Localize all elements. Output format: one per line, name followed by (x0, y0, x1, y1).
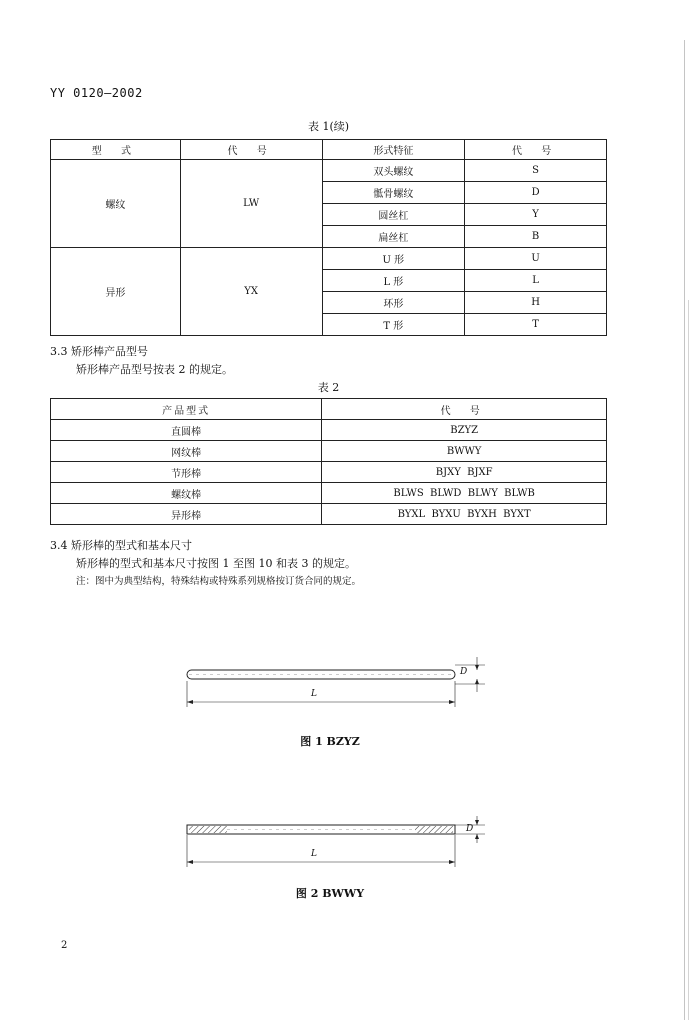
table1-feature-cell: 圆丝杠 (322, 204, 465, 226)
table-row (51, 420, 607, 441)
page-number: 2 (61, 940, 68, 951)
table1-feature-code-cell: S (465, 160, 607, 182)
table2-header-code: 代 号 (322, 399, 607, 420)
figure1-length-label: L (311, 689, 317, 699)
table2-code-cell: BWWY (322, 441, 607, 462)
table-row (51, 248, 607, 270)
table1-type-cell: 异形 (51, 248, 181, 336)
table1-code-cell: LW (180, 160, 322, 248)
section-3-4-heading: 3.4 矫形棒的型式和基本尺寸 (50, 539, 192, 552)
scan-edge-line (688, 300, 689, 1020)
table2-caption: 表 2 (317, 381, 340, 394)
table2-form-cell: 直圆棒 (51, 420, 322, 441)
table1-feature-code-cell: T (465, 314, 607, 336)
figure1-drawing (175, 655, 495, 715)
table2-header-form: 产品型式 (51, 399, 322, 420)
table1-feature-cell: 扁丝杠 (322, 226, 465, 248)
table1-header-feature: 形式特征 (322, 140, 465, 160)
table1-feature-cell: 双头螺纹 (322, 160, 465, 182)
figure2-length-label: L (311, 849, 317, 859)
figure2-diameter-label: D (466, 824, 474, 834)
table-row (51, 504, 607, 525)
table1-feature-cell: L 形 (322, 270, 465, 292)
table1-feature-cell: T 形 (322, 314, 465, 336)
table1-header-code: 代 号 (180, 140, 322, 160)
table1-type-cell: 螺纹 (51, 160, 181, 248)
table-row (51, 462, 607, 483)
table1-caption: 表 1(续) (307, 120, 350, 133)
table1 (50, 139, 607, 336)
table1-feature-code-cell: Y (465, 204, 607, 226)
standard-code: YY 0120—2002 (50, 86, 143, 100)
table-row (51, 441, 607, 462)
table1-feature-code-cell: D (465, 182, 607, 204)
figure2-drawing (175, 815, 495, 875)
table1-header-row (51, 140, 607, 160)
table1-feature-code-cell: L (465, 270, 607, 292)
section-3-4-note: 注：图中为典型结构，特殊结构或特殊系列规格按订货合同的规定。 (76, 576, 362, 587)
section-3-3-text: 矫形棒产品型号按表 2 的规定。 (76, 363, 233, 376)
table2-form-cell: 网纹棒 (51, 441, 322, 462)
table-row (51, 160, 607, 182)
table1-header-type: 型 式 (51, 140, 181, 160)
table1-feature-cell: 环形 (322, 292, 465, 314)
table2-code-cell: BZYZ (322, 420, 607, 441)
table1-header-feature-code: 代 号 (465, 140, 607, 160)
table1-feature-cell: U 形 (322, 248, 465, 270)
table-row (51, 483, 607, 504)
table1-feature-code-cell: U (465, 248, 607, 270)
table2-code-cell: BLWS BLWD BLWY BLWB (322, 483, 607, 504)
table2-code-cell: BJXY BJXF (322, 462, 607, 483)
table2-code-cell: BYXL BYXU BYXH BYXT (322, 504, 607, 525)
figure2-caption: 图 2 BWWY (295, 887, 365, 900)
table1-feature-cell: 骶骨螺纹 (322, 182, 465, 204)
table2 (50, 398, 607, 525)
section-3-4-text: 矫形棒的型式和基本尺寸按图 1 至图 10 和表 3 的规定。 (76, 557, 356, 570)
scan-edge-line (684, 40, 685, 1020)
table1-feature-code-cell: H (465, 292, 607, 314)
section-3-3-heading: 3.3 矫形棒产品型号 (50, 345, 148, 358)
table2-header-row (51, 399, 607, 420)
table2-form-cell: 节形棒 (51, 462, 322, 483)
figure1-diameter-label: D (460, 667, 468, 677)
table2-form-cell: 异形棒 (51, 504, 322, 525)
figure1-caption: 图 1 BZYZ (300, 735, 360, 748)
table1-feature-code-cell: B (465, 226, 607, 248)
table2-form-cell: 螺纹棒 (51, 483, 322, 504)
table1-code-cell: YX (180, 248, 322, 336)
